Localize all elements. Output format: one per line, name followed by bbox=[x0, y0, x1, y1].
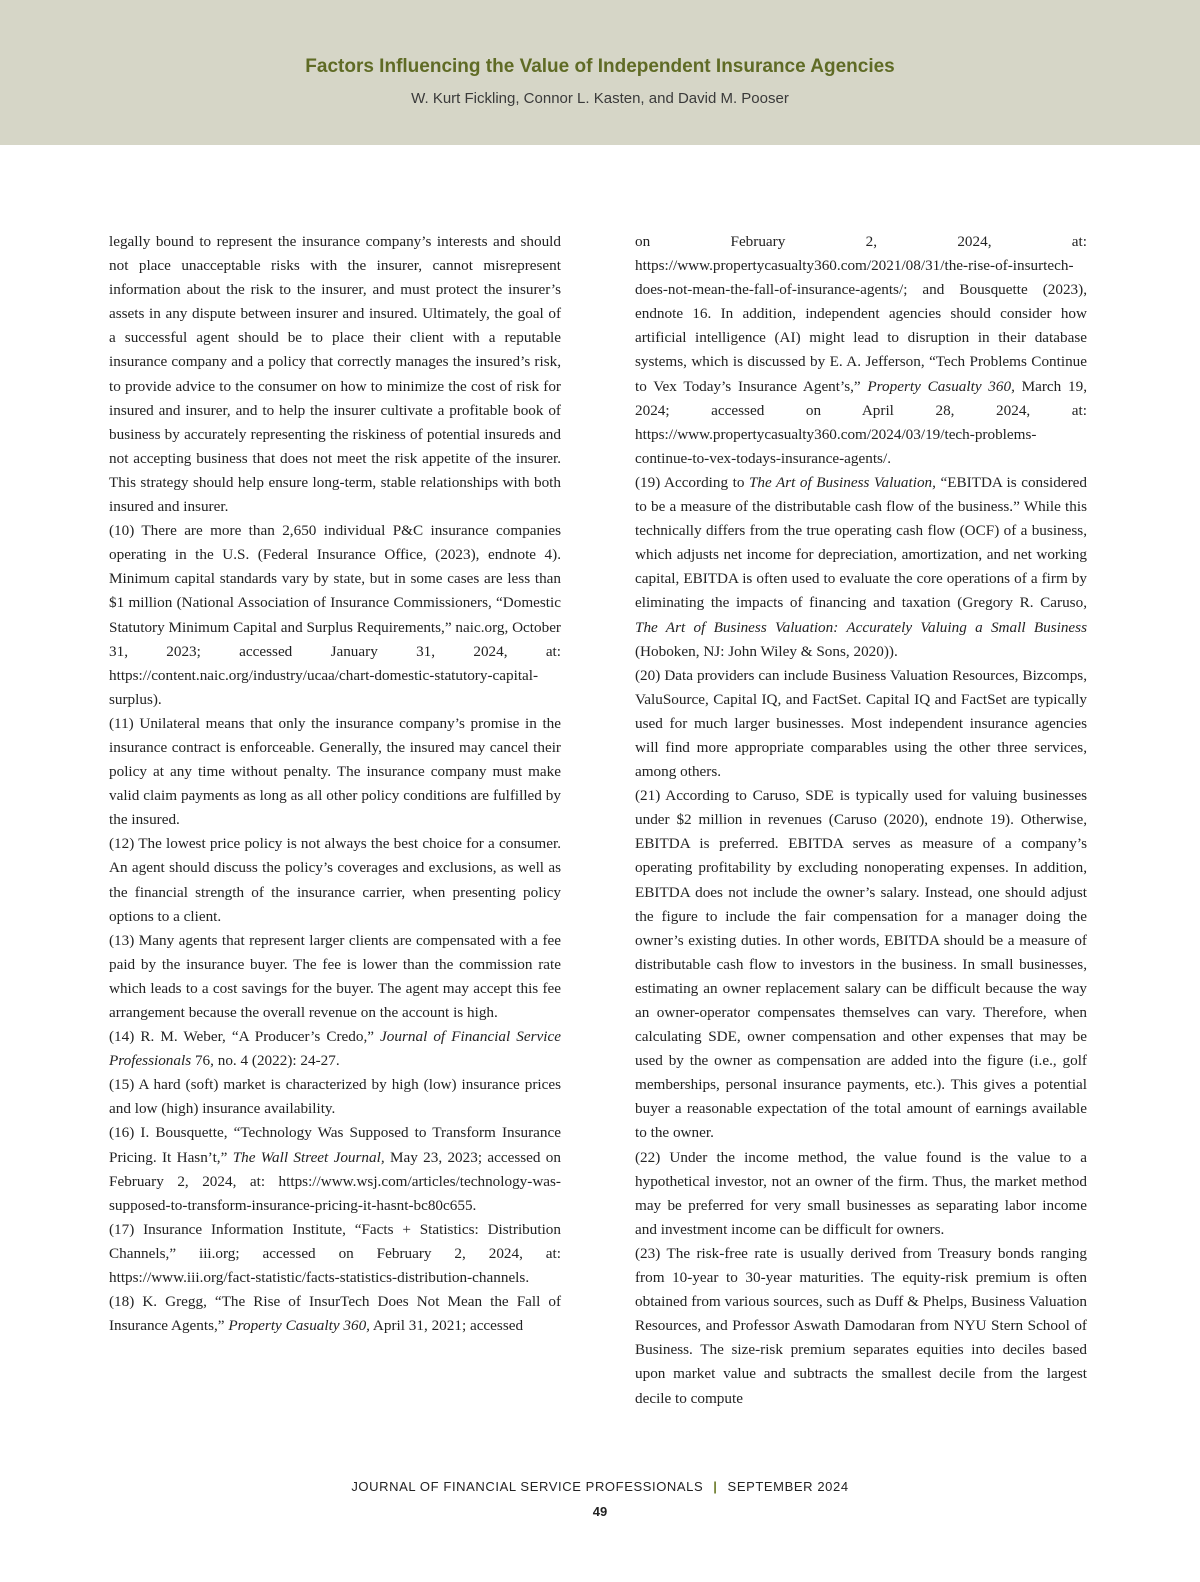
cited-title: The Art of Business Valuation, bbox=[748, 473, 936, 491]
text-run: (13) Many agents that represent larger clients are compensated with a fee paid by the insurance buyer. The fee is lower than the commission rate which leads to a cost savings for the buyer. The agent may accept this fee arrangement because the overall revenue on the account is high. bbox=[109, 931, 561, 1021]
text-run: (15) A hard (soft) market is characterized by high (low) insurance prices and low (high) insurance availability. bbox=[109, 1076, 561, 1118]
page-header-band bbox=[0, 0, 1200, 145]
page-footer bbox=[0, 1479, 1200, 1494]
text-run: (18) K. Gregg, “The Rise of InsurTech Does Not Mean the Fall of Insurance Agents,” bbox=[109, 1293, 561, 1335]
endnote-paragraph bbox=[635, 1242, 1087, 1411]
endnote-paragraph bbox=[109, 519, 561, 712]
cited-title: The Wall Street Journal, bbox=[232, 1148, 385, 1166]
endnote-paragraph bbox=[109, 832, 561, 928]
text-run: “EBITDA is considered to be a measure of the distributable cash flow of the business.” While this technically differs from the true operating cash flow (OCF) of a business, which adjusts net income for depreciation, amortization, and net working capital, EBITDA is often used to evaluate the core operations of a firm by eliminating the impacts of financing and taxation (Gregory R. Caruso, bbox=[635, 473, 1087, 612]
text-run: on February 2, 2024, at: https://www.propertycasualty360.com/2021/08/31/the-rise-of-insurtech-does-not-mean-the-fall-of-insurance-agents/; and Bousquette (2023), endnote 16. In addition, independent agencies should consider how artificial intelligence (AI) might lead to disruption in their database systems, which is discussed by E. A. Jefferson, “Tech Problems Continue to Vex Today’s Insurance Agent’s,” bbox=[635, 233, 1087, 395]
cited-title: Property Casualty 360, bbox=[867, 377, 1015, 395]
endnote-paragraph bbox=[109, 929, 561, 1025]
page-number: 49 bbox=[592, 1504, 608, 1519]
endnote-paragraph bbox=[635, 1146, 1087, 1242]
text-run: legally bound to represent the insurance company’s interests and should not place unacceptable risks with the insurer, cannot misrepresent information about the risk to the insurer, and must protect the insurer’s assets in any dispute between insurer and insured. Ultimately, the goal of a successful agent should be to place their client with a reputable insurance company and a policy that correctly manages the insured’s risk, to provide advice to the consumer on how to minimize the cost of risk for insured and insurer, and to help the insurer cultivate a profitable book of business by accurately representing the riskiness of potential insureds and not accepting business that does not meet the risk appetite of the insurer. This strategy should help ensure long-term, stable relationships with both insured and insurer. bbox=[109, 233, 561, 516]
endnote-paragraph bbox=[109, 1290, 561, 1338]
text-run: March 19, 2024; accessed on April 28, 2024, at: https://www.propertycasualty360.com/2024/03/19/tech-problems-continue-to-vex-todays-insurance-agents/. bbox=[635, 377, 1087, 467]
endnote-paragraph bbox=[109, 1073, 561, 1121]
footer-separator: | bbox=[713, 1479, 718, 1494]
endnote-paragraph bbox=[635, 784, 1087, 1145]
endnote-paragraph bbox=[109, 1121, 561, 1217]
text-run: (23) The risk-free rate is usually derived from Treasury bonds ranging from 10-year to 30-year maturities. The equity-risk premium is often obtained from various sources, such as Duff & Phelps, Business Valuation Resources, and Professor Aswath Damodaran from NYU Stern School of Business. The size-risk premium separates equities into deciles based upon market value and subtracts the smallest decile from the largest decile to compute bbox=[635, 1244, 1087, 1407]
cited-title: Journal of Financial Service Professionals bbox=[109, 1028, 561, 1070]
issue-date: SEPTEMBER 2024 bbox=[727, 1479, 849, 1494]
cited-title: Property Casualty 360, bbox=[228, 1317, 370, 1335]
text-run: (17) Insurance Information Institute, “Facts + Statistics: Distribution Channels,” iii.org; accessed on February 2, 2024, at: https://www.iii.org/fact-statistic/facts-statistics-distribution-channels. bbox=[109, 1220, 561, 1287]
endnote-paragraph bbox=[635, 230, 1087, 471]
text-run: (12) The lowest price policy is not always the best choice for a consumer. An agent should discuss the policy’s coverages and exclusions, as well as the financial strength of the insurance carrier, when presenting policy options to a client. bbox=[109, 835, 561, 925]
text-run: April 31, 2021; accessed bbox=[369, 1317, 524, 1335]
text-run: (11) Unilateral means that only the insurance company’s promise in the insurance contract is enforceable. Generally, the insured may cancel their policy at any time without penalty. The insurance company must make valid claim payments as long as all other policy conditions are fulfilled by the insured. bbox=[109, 714, 561, 829]
right-column bbox=[635, 230, 1087, 1411]
endnote-paragraph bbox=[635, 471, 1087, 664]
left-column bbox=[109, 230, 561, 1338]
article-title: Factors Influencing the Value of Independent Insurance Agencies bbox=[305, 56, 895, 77]
text-run: (19) According to bbox=[635, 473, 749, 491]
endnote-paragraph bbox=[109, 1025, 561, 1073]
text-run: (21) According to Caruso, SDE is typically used for valuing businesses under $2 million in revenues (Caruso (2020), endnote 19). Otherwise, EBITDA is preferred. EBITDA serves as measure of a company’s operating profitability by excluding nonoperating expenses. In addition, EBITDA does not include the owner’s salary. Instead, one should adjust the figure to include the fair compensation for a manager doing the owner’s existing duties. In other words, EBITDA should be a measure of distributable cash flow to investors in the business. In small businesses, estimating an owner replacement salary can be difficult because the way an owner-operator compensates themselves can vary. Therefore, when calculating SDE, owner compensation and other expenses that may be used by the owner as compensation are added into the figure (i.e., golf memberships, personal insurance payments, etc.). This gives a potential buyer a reasonable expectation of the total amount of earnings available to the owner. bbox=[635, 787, 1087, 1142]
cited-title: The Art of Business Valuation: Accurately Valuing a Small Business bbox=[635, 618, 1087, 636]
article-authors: W. Kurt Fickling, Connor L. Kasten, and David M. Pooser bbox=[411, 90, 789, 107]
text-run: (10) There are more than 2,650 individual P&C insurance companies operating in the U.S. (Federal Insurance Office, (2023), endnote 4). Minimum capital standards vary by state, but in some cases are less than $1 million (National Association of Insurance Commissioners, “Domestic Statutory Minimum Capital and Surplus Requirements,” naic.org, October 31, 2023; accessed January 31, 2024, at: https://content.naic.org/industry/ucaa/chart-domestic-statutory-capital-surplus). bbox=[109, 522, 561, 708]
text-run: (Hoboken, NJ: John Wiley & Sons, 2020)). bbox=[635, 642, 898, 660]
text-run: May 23, 2023; accessed on February 2, 2024, at: https://www.wsj.com/articles/technology-was-supposed-to-transform-insurance-pricing-it-hasnt-bc80c655. bbox=[109, 1148, 561, 1214]
text-run: (16) I. Bousquette, “Technology Was Supposed to Transform Insurance Pricing. It Hasn’t,” bbox=[109, 1124, 561, 1166]
endnote-paragraph bbox=[635, 664, 1087, 784]
text-run: 76, no. 4 (2022): 24-27. bbox=[191, 1052, 340, 1070]
endnote-paragraph bbox=[109, 1218, 561, 1290]
text-run: (22) Under the income method, the value found is the value to a hypothetical investor, not an owner of the firm. Thus, the market method may be preferred for very small businesses as separating labor income and investment income can be difficult for owners. bbox=[635, 1148, 1087, 1238]
text-run: (20) Data providers can include Business Valuation Resources, Bizcomps, ValuSource, Capital IQ, and FactSet. Capital IQ and FactSet are typically used for much larger businesses. Most independent insurance agencies will find more appropriate comparables using the other three services, among others. bbox=[635, 666, 1087, 781]
journal-name: JOURNAL OF FINANCIAL SERVICE PROFESSIONALS bbox=[351, 1479, 704, 1494]
endnote-paragraph bbox=[109, 230, 561, 519]
endnote-paragraph bbox=[109, 712, 561, 832]
text-run: (14) R. M. Weber, “A Producer’s Credo,” bbox=[109, 1028, 381, 1046]
